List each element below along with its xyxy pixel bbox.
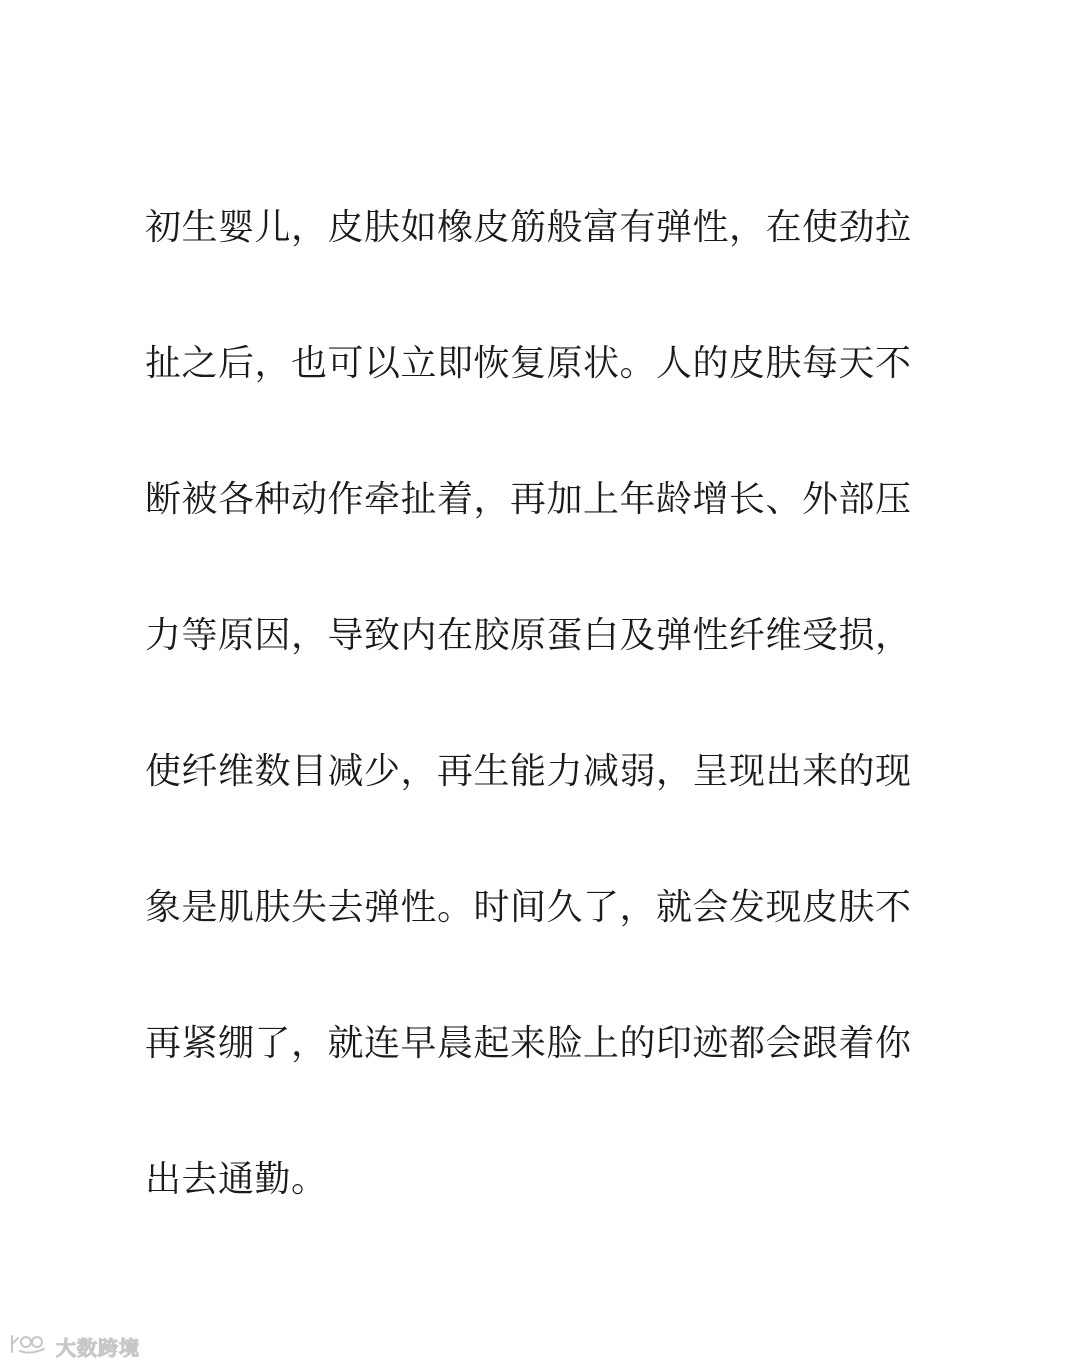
brand-logo-icon: [8, 1332, 52, 1360]
watermark-text: 大数跨境: [56, 1335, 140, 1360]
paragraph-line: 再紧绷了，就连早晨起来脸上的印迹都会跟着你: [145, 1023, 912, 1064]
watermark: [8, 1332, 140, 1360]
paragraph-line: 初生婴儿，皮肤如橡皮筋般富有弹性，在使劲拉: [145, 207, 912, 248]
paragraph-line: 断被各种动作牵扯着，再加上年龄增长、外部压: [145, 479, 912, 520]
paragraph-line: 象是肌肤失去弹性。时间久了，就会发现皮肤不: [145, 887, 912, 928]
paragraph-line: 出去通勤。: [145, 1159, 328, 1200]
paragraph-line: 使纤维数目减少，再生能力减弱，呈现出来的现: [145, 751, 912, 792]
paragraph-line: 力等原因，导致内在胶原蛋白及弹性纤维受损，: [145, 615, 912, 656]
paragraph-line: 扯之后，也可以立即恢复原状。人的皮肤每天不: [145, 343, 912, 384]
